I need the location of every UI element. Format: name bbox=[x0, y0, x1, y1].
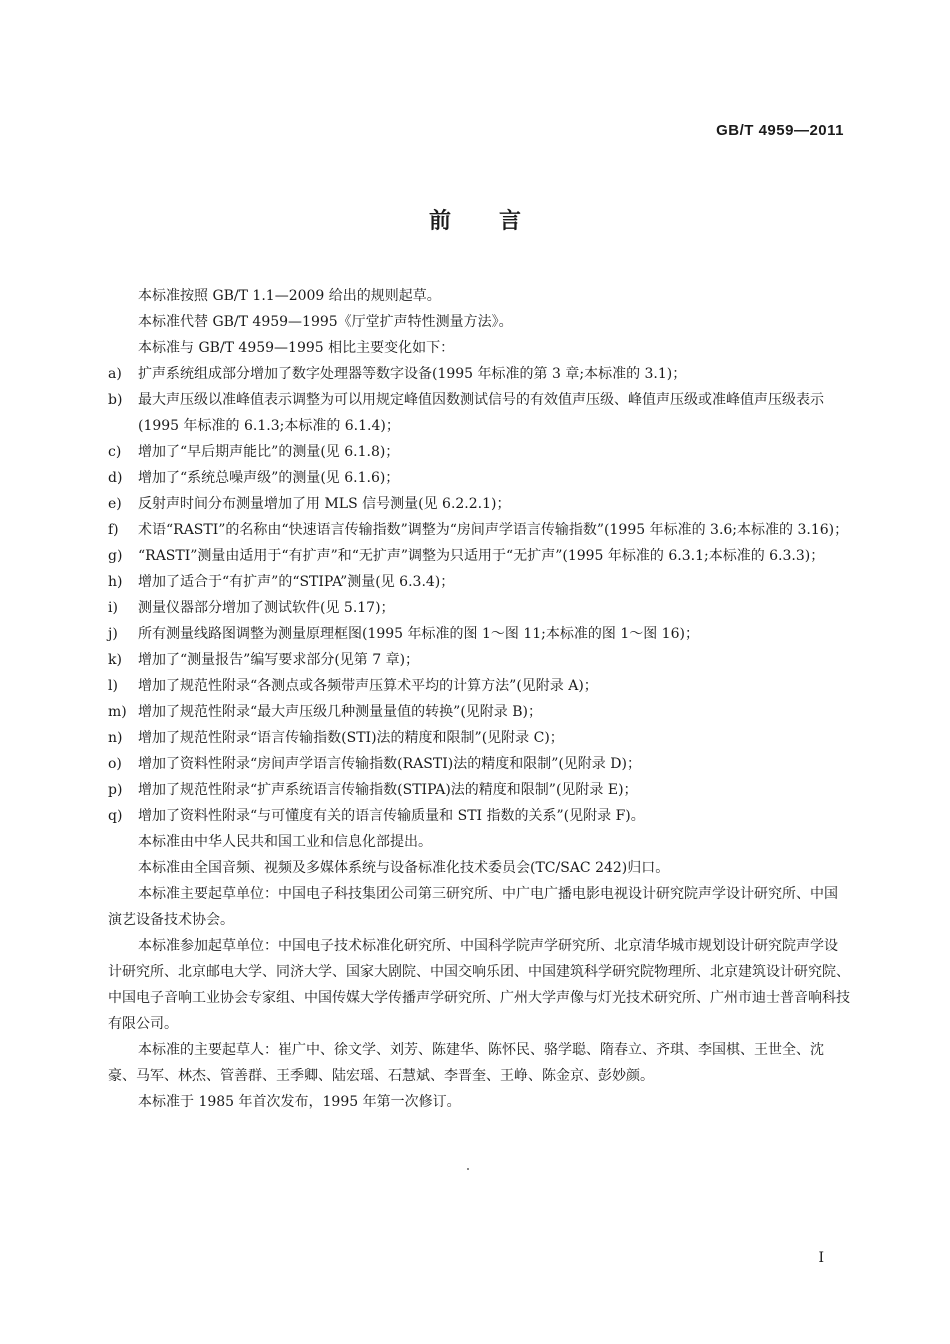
item-text: 反射声时间分布测量增加了用 MLS 信号测量(见 6.2.2.1)； bbox=[138, 496, 511, 512]
change-item bbox=[108, 387, 850, 439]
foreword-body bbox=[108, 283, 850, 1115]
item-marker: a) bbox=[108, 366, 122, 382]
item-marker: o) bbox=[108, 756, 122, 772]
item-marker: b) bbox=[108, 392, 123, 408]
change-item bbox=[108, 803, 850, 829]
item-text: 最大声压级以准峰值表示调整为可以用规定峰值因数测试信号的有效值声压级、峰值声压级或准峰值声压级表示(1995 年标准的 6.1.3;本标准的 6.1.4)； bbox=[138, 392, 824, 434]
item-text: 增加了资料性附录“与可懂度有关的语言传输质量和 STI 指数的关系”(见附录 F)。 bbox=[138, 808, 645, 824]
change-item bbox=[108, 465, 850, 491]
item-text: 增加了规范性附录“最大声压级几种测量量值的转换”(见附录 B)； bbox=[138, 704, 542, 720]
change-item bbox=[108, 491, 850, 517]
page-number: I bbox=[818, 1250, 824, 1266]
item-marker: m) bbox=[108, 704, 127, 720]
standard-number: GB/T 4959—2011 bbox=[716, 122, 844, 139]
intro-paragraph: 本标准与 GB/T 4959—1995 相比主要变化如下： bbox=[138, 340, 455, 356]
intro-paragraph: 本标准代替 GB/T 4959—1995《厅堂扩声特性测量方法》。 bbox=[138, 314, 513, 330]
change-item bbox=[108, 439, 850, 465]
item-text: 增加了资料性附录“房间声学语言传输指数(RASTI)法的精度和限制”(见附录 D)； bbox=[138, 756, 641, 772]
change-item bbox=[108, 361, 850, 387]
change-item bbox=[108, 517, 850, 543]
outro-paragraph: 本标准由中华人民共和国工业和信息化部提出。 bbox=[138, 834, 432, 850]
page-title: 前言 bbox=[428, 209, 569, 234]
item-marker: j) bbox=[108, 626, 118, 642]
item-text: 扩声系统组成部分增加了数字处理器等数字设备(1995 年标准的第 3 章;本标准的 3.1)； bbox=[138, 366, 687, 382]
item-text: 术语“RASTI”的名称由“快速语言传输指数”调整为“房间声学语言传输指数”(1995 年标准的 3.6;本标准的 3.16)； bbox=[138, 522, 849, 538]
outro-paragraph: 本标准由全国音频、视频及多媒体系统与设备标准化技术委员会(TC/SAC 242)归口。 bbox=[138, 860, 670, 876]
item-marker: e) bbox=[108, 496, 122, 512]
change-item bbox=[108, 699, 850, 725]
intro-paragraph: 本标准按照 GB/T 1.1—2009 给出的规则起草。 bbox=[138, 288, 441, 304]
item-marker: g) bbox=[108, 548, 123, 564]
item-marker: d) bbox=[108, 470, 123, 486]
item-text: “RASTI”测量由适用于“有扩声”和“无扩声”调整为只适用于“无扩声”(1995 年标准的 6.3.1;本标准的 6.3.3)； bbox=[138, 548, 825, 564]
change-item bbox=[108, 595, 850, 621]
change-item bbox=[108, 569, 850, 595]
change-item bbox=[108, 647, 850, 673]
outro-paragraph: 本标准主要起草单位：中国电子科技集团公司第三研究所、中广电广播电影电视设计研究院声学设计研究所、中国演艺设备技术协会。 bbox=[108, 886, 838, 928]
change-item bbox=[108, 751, 850, 777]
item-marker: h) bbox=[108, 574, 123, 590]
item-marker: k) bbox=[108, 652, 122, 668]
item-text: 所有测量线路图调整为测量原理框图(1995 年标准的图 1～图 11;本标准的图 1～图 16)； bbox=[138, 626, 699, 642]
item-text: 增加了“早后期声能比”的测量(见 6.1.8)； bbox=[138, 444, 400, 460]
item-text: 增加了适合于“有扩声”的“STIPA”测量(见 6.3.4)； bbox=[138, 574, 455, 590]
item-text: 增加了规范性附录“各测点或各频带声压算术平均的计算方法”(见附录 A)； bbox=[138, 678, 598, 694]
item-marker: f) bbox=[108, 522, 119, 538]
item-text: 增加了“测量报告”编写要求部分(见第 7 章)； bbox=[138, 652, 420, 668]
item-marker: i) bbox=[108, 600, 118, 616]
change-item bbox=[108, 777, 850, 803]
item-text: 测量仪器部分增加了测试软件(见 5.17)； bbox=[138, 600, 395, 616]
item-marker: l) bbox=[108, 678, 118, 694]
change-item bbox=[108, 673, 850, 699]
item-marker: c) bbox=[108, 444, 122, 460]
outro-paragraph: 本标准参加起草单位：中国电子技术标准化研究所、中国科学院声学研究所、北京清华城市规划设计研究院声学设计研究所、北京邮电大学、同济大学、国家大剧院、中国交响乐团、中国建筑科学研究院物理所、北京建筑设计研究院、中国电子音响工业协会专家组、中国传媒大学传播声学研究所、广州大学声像与灯光技术研究所、广州市迪士普音响科技有限公司。 bbox=[108, 938, 850, 1032]
item-text: 增加了规范性附录“扩声系统语言传输指数(STIPA)法的精度和限制”(见附录 E)； bbox=[138, 782, 638, 798]
outro-paragraph: 本标准于 1985 年首次发布，1995 年第一次修订。 bbox=[138, 1094, 461, 1110]
change-item bbox=[108, 543, 850, 569]
item-marker: p) bbox=[108, 782, 123, 798]
item-marker: n) bbox=[108, 730, 123, 746]
outro-paragraph: 本标准的主要起草人：崔广中、徐文学、刘芳、陈建华、陈怀民、骆学聪、隋春立、齐琪、李国棋、王世全、沈豪、马军、林杰、管善群、王季卿、陆宏瑶、石慧斌、李晋奎、王峥、陈金京、彭妙颜。 bbox=[108, 1042, 824, 1084]
item-text: 增加了“系统总噪声级”的测量(见 6.1.6)； bbox=[138, 470, 400, 486]
change-item bbox=[108, 725, 850, 751]
item-text: 增加了规范性附录“语言传输指数(STI)法的精度和限制”(见附录 C)； bbox=[138, 730, 564, 746]
change-item bbox=[108, 621, 850, 647]
scan-dot bbox=[467, 1168, 469, 1170]
item-marker: q) bbox=[108, 808, 123, 824]
